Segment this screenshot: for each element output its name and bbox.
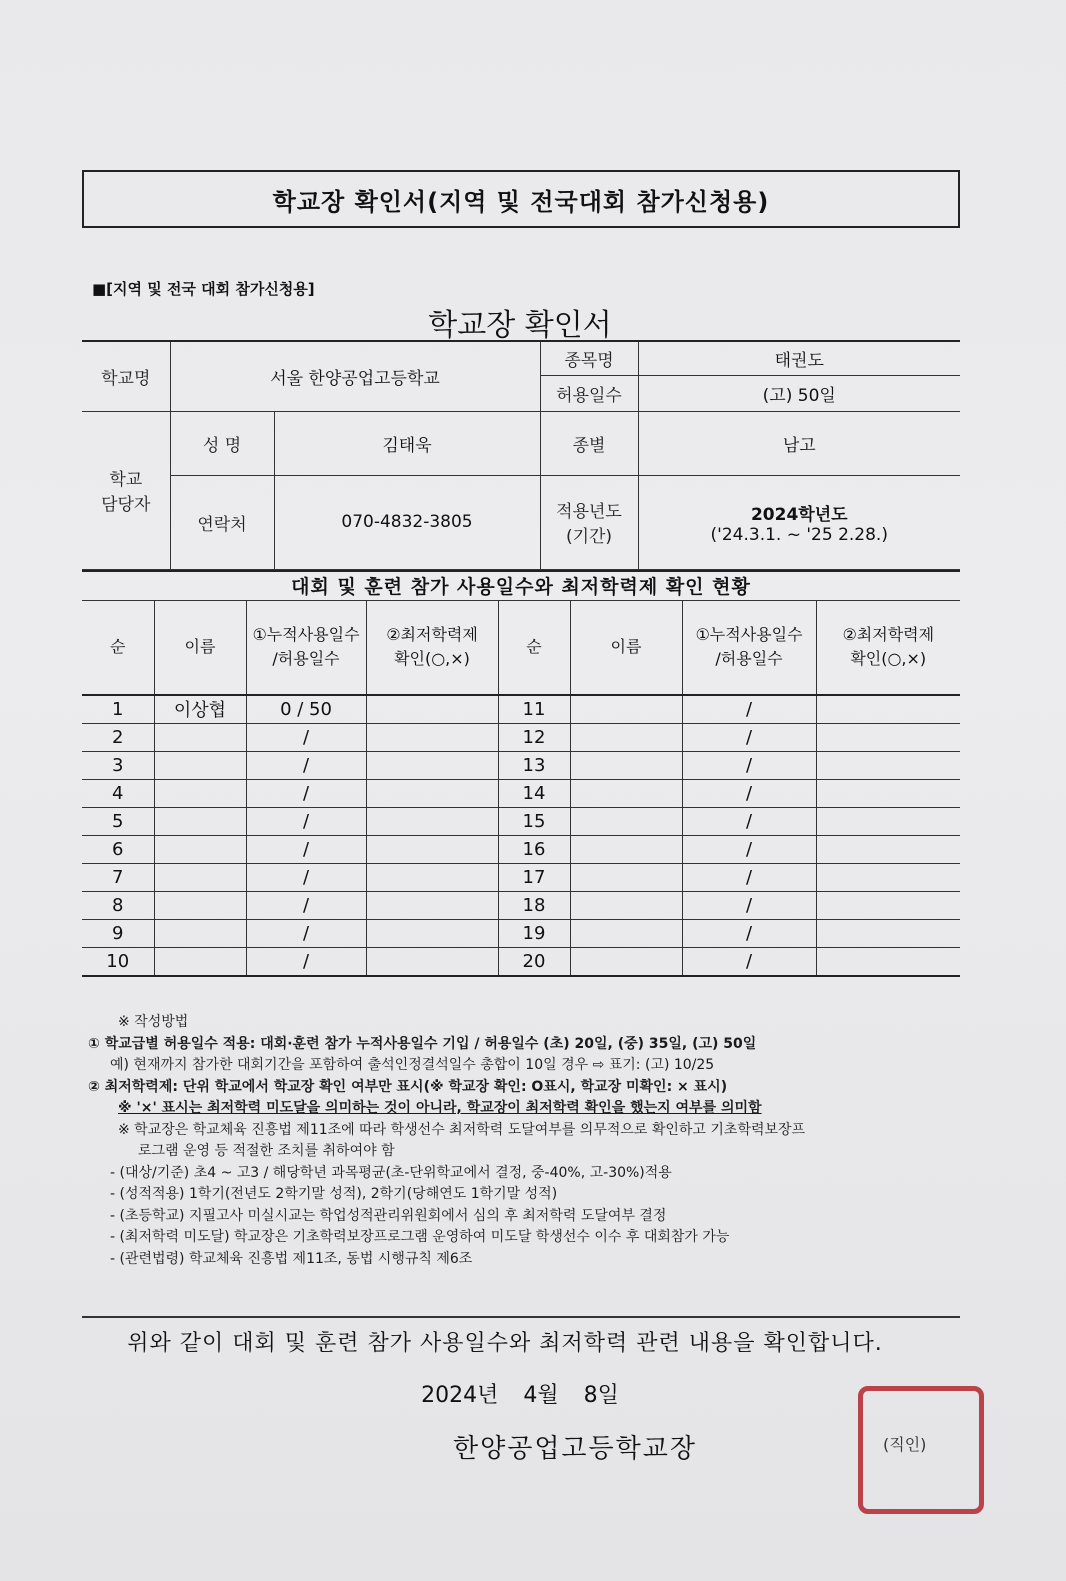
col-days-l1: ①누적사용일수	[252, 625, 360, 645]
row-name-2	[570, 863, 682, 891]
note-2-b: ※ 학교장은 학교체육 진흥법 제11조에 따라 학생선수 최저학력 도달여부를 의무적으로 확인하고 기초학력보장프	[118, 1121, 806, 1138]
row-name	[154, 863, 246, 891]
sub-title: 학교장 확인서	[428, 308, 612, 343]
allowed-value: (고) 50일	[638, 375, 960, 411]
row-no: 4	[82, 779, 154, 807]
row-days: /	[246, 863, 366, 891]
principal-name: 한양공업고등학교장	[452, 1434, 698, 1464]
row-no-2: 16	[498, 835, 570, 863]
table-row	[82, 891, 960, 919]
table-row	[82, 919, 960, 947]
status-table	[82, 600, 960, 977]
row-min-check-2	[816, 947, 960, 976]
table-row	[82, 751, 960, 779]
row-name-2	[570, 695, 682, 724]
col-days-2	[682, 601, 816, 695]
row-days-2: /	[682, 807, 816, 835]
section-tag: ■[지역 및 전국 대회 참가신청용]	[92, 280, 315, 298]
table-row	[82, 835, 960, 863]
row-min-check-2	[816, 835, 960, 863]
detail-2: - (성적적용) 1학기(전년도 2학기말 성적), 2학기(당해연도 1학기말 성적)	[110, 1186, 558, 1202]
note-1-example: 예) 현재까지 참가한 대회기간을 포함하여 출석인정결석일수 총합이 10일 경우 ⇨ 표기: (고) 10/25	[110, 1057, 715, 1073]
row-name	[154, 919, 246, 947]
col-no-2: 순	[498, 601, 570, 695]
row-days: 0 / 50	[246, 695, 366, 724]
row-days: /	[246, 835, 366, 863]
name-label: 성 명	[170, 411, 274, 475]
row-name	[154, 835, 246, 863]
year-value	[638, 475, 960, 569]
detail-4: - (최저학력 미도달) 학교장은 기초학력보장프로그램 운영하여 미도달 학생선수 이수 후 대회참가 가능	[110, 1229, 730, 1245]
row-min-check-2	[816, 891, 960, 919]
row-min-check-2	[816, 695, 960, 724]
row-days: /	[246, 807, 366, 835]
info-table	[82, 340, 960, 570]
row-min-check-2	[816, 919, 960, 947]
notes	[88, 1012, 968, 1270]
table-row	[82, 695, 960, 724]
row-min-check	[366, 891, 498, 919]
row-min-check-2	[816, 779, 960, 807]
row-days: /	[246, 891, 366, 919]
row-days-2: /	[682, 891, 816, 919]
table-row	[82, 863, 960, 891]
col-days	[246, 601, 366, 695]
row-name-2	[570, 891, 682, 919]
detail-3: - (초등학교) 지필고사 미실시교는 학업성적관리위원회에서 심의 후 최저학력 도달여부 결정	[110, 1207, 667, 1224]
row-days: /	[246, 779, 366, 807]
issue-date: 2024년 4월 8일	[421, 1383, 619, 1408]
contact-label: 연락처	[170, 475, 274, 569]
row-min-check	[366, 919, 498, 947]
row-min-check	[366, 863, 498, 891]
row-no-2: 11	[498, 695, 570, 724]
row-min-check	[366, 779, 498, 807]
confirm-statement: 위와 같이 대회 및 훈련 참가 사용일수와 최저학력 관련 내용을 확인합니다.	[127, 1331, 883, 1356]
row-no-2: 18	[498, 891, 570, 919]
row-no: 9	[82, 919, 154, 947]
col-min	[366, 601, 498, 695]
gender-value: 남고	[638, 411, 960, 475]
row-name	[154, 947, 246, 976]
row-no-2: 20	[498, 947, 570, 976]
manager-label-line1: 학교	[109, 470, 143, 490]
detail-1: - (대상/기준) 초4 ~ 고3 / 해당학년 과목평균(초-단위학교에서 결정, 중-40%, 고-30%)적용	[110, 1164, 672, 1181]
row-days: /	[246, 947, 366, 976]
row-no: 10	[82, 947, 154, 976]
row-min-check	[366, 807, 498, 835]
col-min-2	[816, 601, 960, 695]
status-heading: 대회 및 훈련 참가 사용일수와 최저학력제 확인 현황	[82, 570, 960, 602]
row-days: /	[246, 751, 366, 779]
row-days: /	[246, 723, 366, 751]
row-name-2	[570, 835, 682, 863]
col-days2-l2: /허용일수	[715, 649, 783, 669]
table-row	[82, 723, 960, 751]
manager-label	[82, 411, 170, 569]
row-days-2: /	[682, 835, 816, 863]
col-days2-l1: ①누적사용일수	[695, 625, 803, 645]
row-no-2: 13	[498, 751, 570, 779]
col-no: 순	[82, 601, 154, 695]
row-no-2: 17	[498, 863, 570, 891]
event-label: 종목명	[540, 341, 638, 375]
row-no: 1	[82, 695, 154, 724]
row-no: 6	[82, 835, 154, 863]
year-label	[540, 475, 638, 569]
row-no: 3	[82, 751, 154, 779]
row-name	[154, 807, 246, 835]
row-no: 8	[82, 891, 154, 919]
document-title: 학교장 확인서(지역 및 전국대회 참가신청용)	[82, 170, 960, 228]
row-name	[154, 891, 246, 919]
row-days-2: /	[682, 863, 816, 891]
note-2-a: ※ '×' 표시는 최저학력 미도달을 의미하는 것이 아니라, 학교장이 최저학력 확인을 했는지 여부를 의미함	[118, 1100, 762, 1116]
col-name-2: 이름	[570, 601, 682, 695]
col-min2-l1: ②최저학력제	[842, 625, 935, 645]
row-name-2	[570, 751, 682, 779]
note-1: ① 학교급별 허용일수 적용: 대회·훈련 참가 누적사용일수 기입 / 허용일수 (초) 20일, (중) 35일, (고) 50일	[88, 1035, 757, 1052]
school-label: 학교명	[82, 341, 170, 411]
year-value-line2: ('24.3.1. ~ '25 2.28.)	[710, 524, 888, 545]
event-value: 태권도	[638, 341, 960, 375]
row-days-2: /	[682, 947, 816, 976]
divider	[82, 1316, 960, 1318]
manager-label-line2: 담당자	[101, 495, 151, 515]
row-no-2: 14	[498, 779, 570, 807]
row-min-check	[366, 835, 498, 863]
row-name	[154, 779, 246, 807]
contact-value: 070-4832-3805	[274, 475, 540, 569]
table-row	[82, 779, 960, 807]
year-label-line1: 적용년도	[556, 502, 622, 522]
row-min-check-2	[816, 723, 960, 751]
row-days-2: /	[682, 779, 816, 807]
col-min-l1: ②최저학력제	[386, 625, 478, 645]
note-2: ② 최저학력제: 단위 학교에서 학교장 확인 여부만 표시(※ 학교장 확인: O표시, 학교장 미확인: × 표시)	[88, 1078, 728, 1095]
allowed-label: 허용일수	[540, 375, 638, 411]
seal-text: (직인)	[883, 1435, 927, 1454]
year-value-line1: 2024학년도	[750, 504, 848, 525]
table-row	[82, 807, 960, 835]
row-days: /	[246, 919, 366, 947]
row-name-2	[570, 779, 682, 807]
row-days-2: /	[682, 751, 816, 779]
col-name: 이름	[154, 601, 246, 695]
detail-5: - (관련법령) 학교체육 진흥법 제11조, 동법 시행규칙 제6조	[110, 1250, 473, 1267]
row-days-2: /	[682, 919, 816, 947]
note-2-b2: 로그램 운영 등 적절한 조치를 취하여야 함	[138, 1143, 395, 1159]
year-label-line2: (기간)	[565, 527, 613, 547]
row-no-2: 19	[498, 919, 570, 947]
row-days-2: /	[682, 723, 816, 751]
row-min-check-2	[816, 807, 960, 835]
row-name: 이상협	[154, 695, 246, 724]
row-no-2: 12	[498, 723, 570, 751]
col-min2-l2: 확인(○,×)	[850, 649, 927, 669]
row-name	[154, 751, 246, 779]
row-days-2: /	[682, 695, 816, 724]
row-no: 5	[82, 807, 154, 835]
row-no-2: 15	[498, 807, 570, 835]
notes-heading: ※ 작성방법	[118, 1014, 189, 1030]
row-min-check	[366, 723, 498, 751]
name-value: 김태욱	[274, 411, 540, 475]
row-min-check-2	[816, 863, 960, 891]
row-name	[154, 723, 246, 751]
row-name-2	[570, 723, 682, 751]
col-min-l2: 확인(○,×)	[394, 649, 470, 669]
gender-label: 종별	[540, 411, 638, 475]
row-min-check-2	[816, 751, 960, 779]
school-value: 서울 한양공업고등학교	[170, 341, 540, 411]
table-row	[82, 947, 960, 976]
col-days-l2: /허용일수	[272, 649, 340, 669]
row-min-check	[366, 947, 498, 976]
row-min-check	[366, 695, 498, 724]
row-name-2	[570, 919, 682, 947]
row-min-check	[366, 751, 498, 779]
row-no: 2	[82, 723, 154, 751]
row-no: 7	[82, 863, 154, 891]
row-name-2	[570, 807, 682, 835]
row-name-2	[570, 947, 682, 976]
